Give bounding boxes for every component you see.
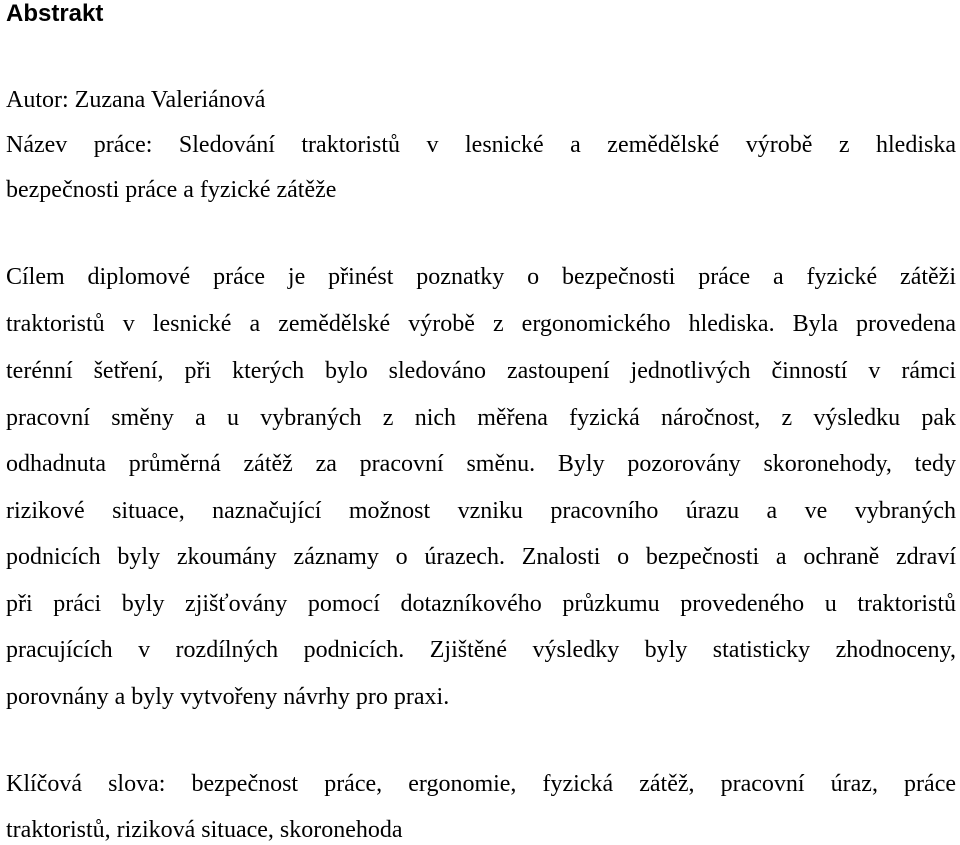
author-line: Autor: Zuzana Valeriánová — [6, 87, 266, 113]
abstract-line-7: podnicích byly zkoumány záznamy o úrazech. Znalosti o bezpečnosti a ochraně zdraví — [6, 544, 956, 570]
keywords-line-1: Klíčová slova: bezpečnost práce, ergonomie, fyzická zátěž, pracovní úraz, práce — [6, 771, 956, 797]
abstract-line-1: Cílem diplomové práce je přinést poznatky o bezpečnosti práce a fyzické zátěži — [6, 264, 956, 290]
abstract-line-5: odhadnuta průměrná zátěž za pracovní směnu. Byly pozorovány skoronehody, tedy — [6, 451, 956, 477]
title-line-2: bezpečnosti práce a fyzické zátěže — [6, 177, 337, 203]
keywords-line-2: traktoristů, riziková situace, skoronehoda — [6, 817, 403, 843]
abstract-line-9: pracujících v rozdílných podnicích. Zjištěné výsledky byly statisticky zhodnoceny, — [6, 637, 956, 663]
abstract-line-8: při práci byly zjišťovány pomocí dotazníkového průzkumu provedeného u traktoristů — [6, 591, 956, 617]
page-heading: Abstrakt — [6, 0, 104, 27]
abstract-line-6: rizikové situace, naznačující možnost vzniku pracovního úrazu a ve vybraných — [6, 498, 956, 524]
title-line-1: Název práce: Sledování traktoristů v lesnické a zemědělské výrobě z hlediska — [6, 132, 956, 158]
abstract-line-2: traktoristů v lesnické a zemědělské výrobě z ergonomického hlediska. Byla provedena — [6, 311, 956, 337]
abstract-line-3: terénní šetření, při kterých bylo sledováno zastoupení jednotlivých činností v rámci — [6, 358, 956, 384]
abstract-line-4: pracovní směny a u vybraných z nich měřena fyzická náročnost, z výsledku pak — [6, 405, 956, 431]
abstract-line-10: porovnány a byly vytvořeny návrhy pro praxi. — [6, 684, 450, 710]
